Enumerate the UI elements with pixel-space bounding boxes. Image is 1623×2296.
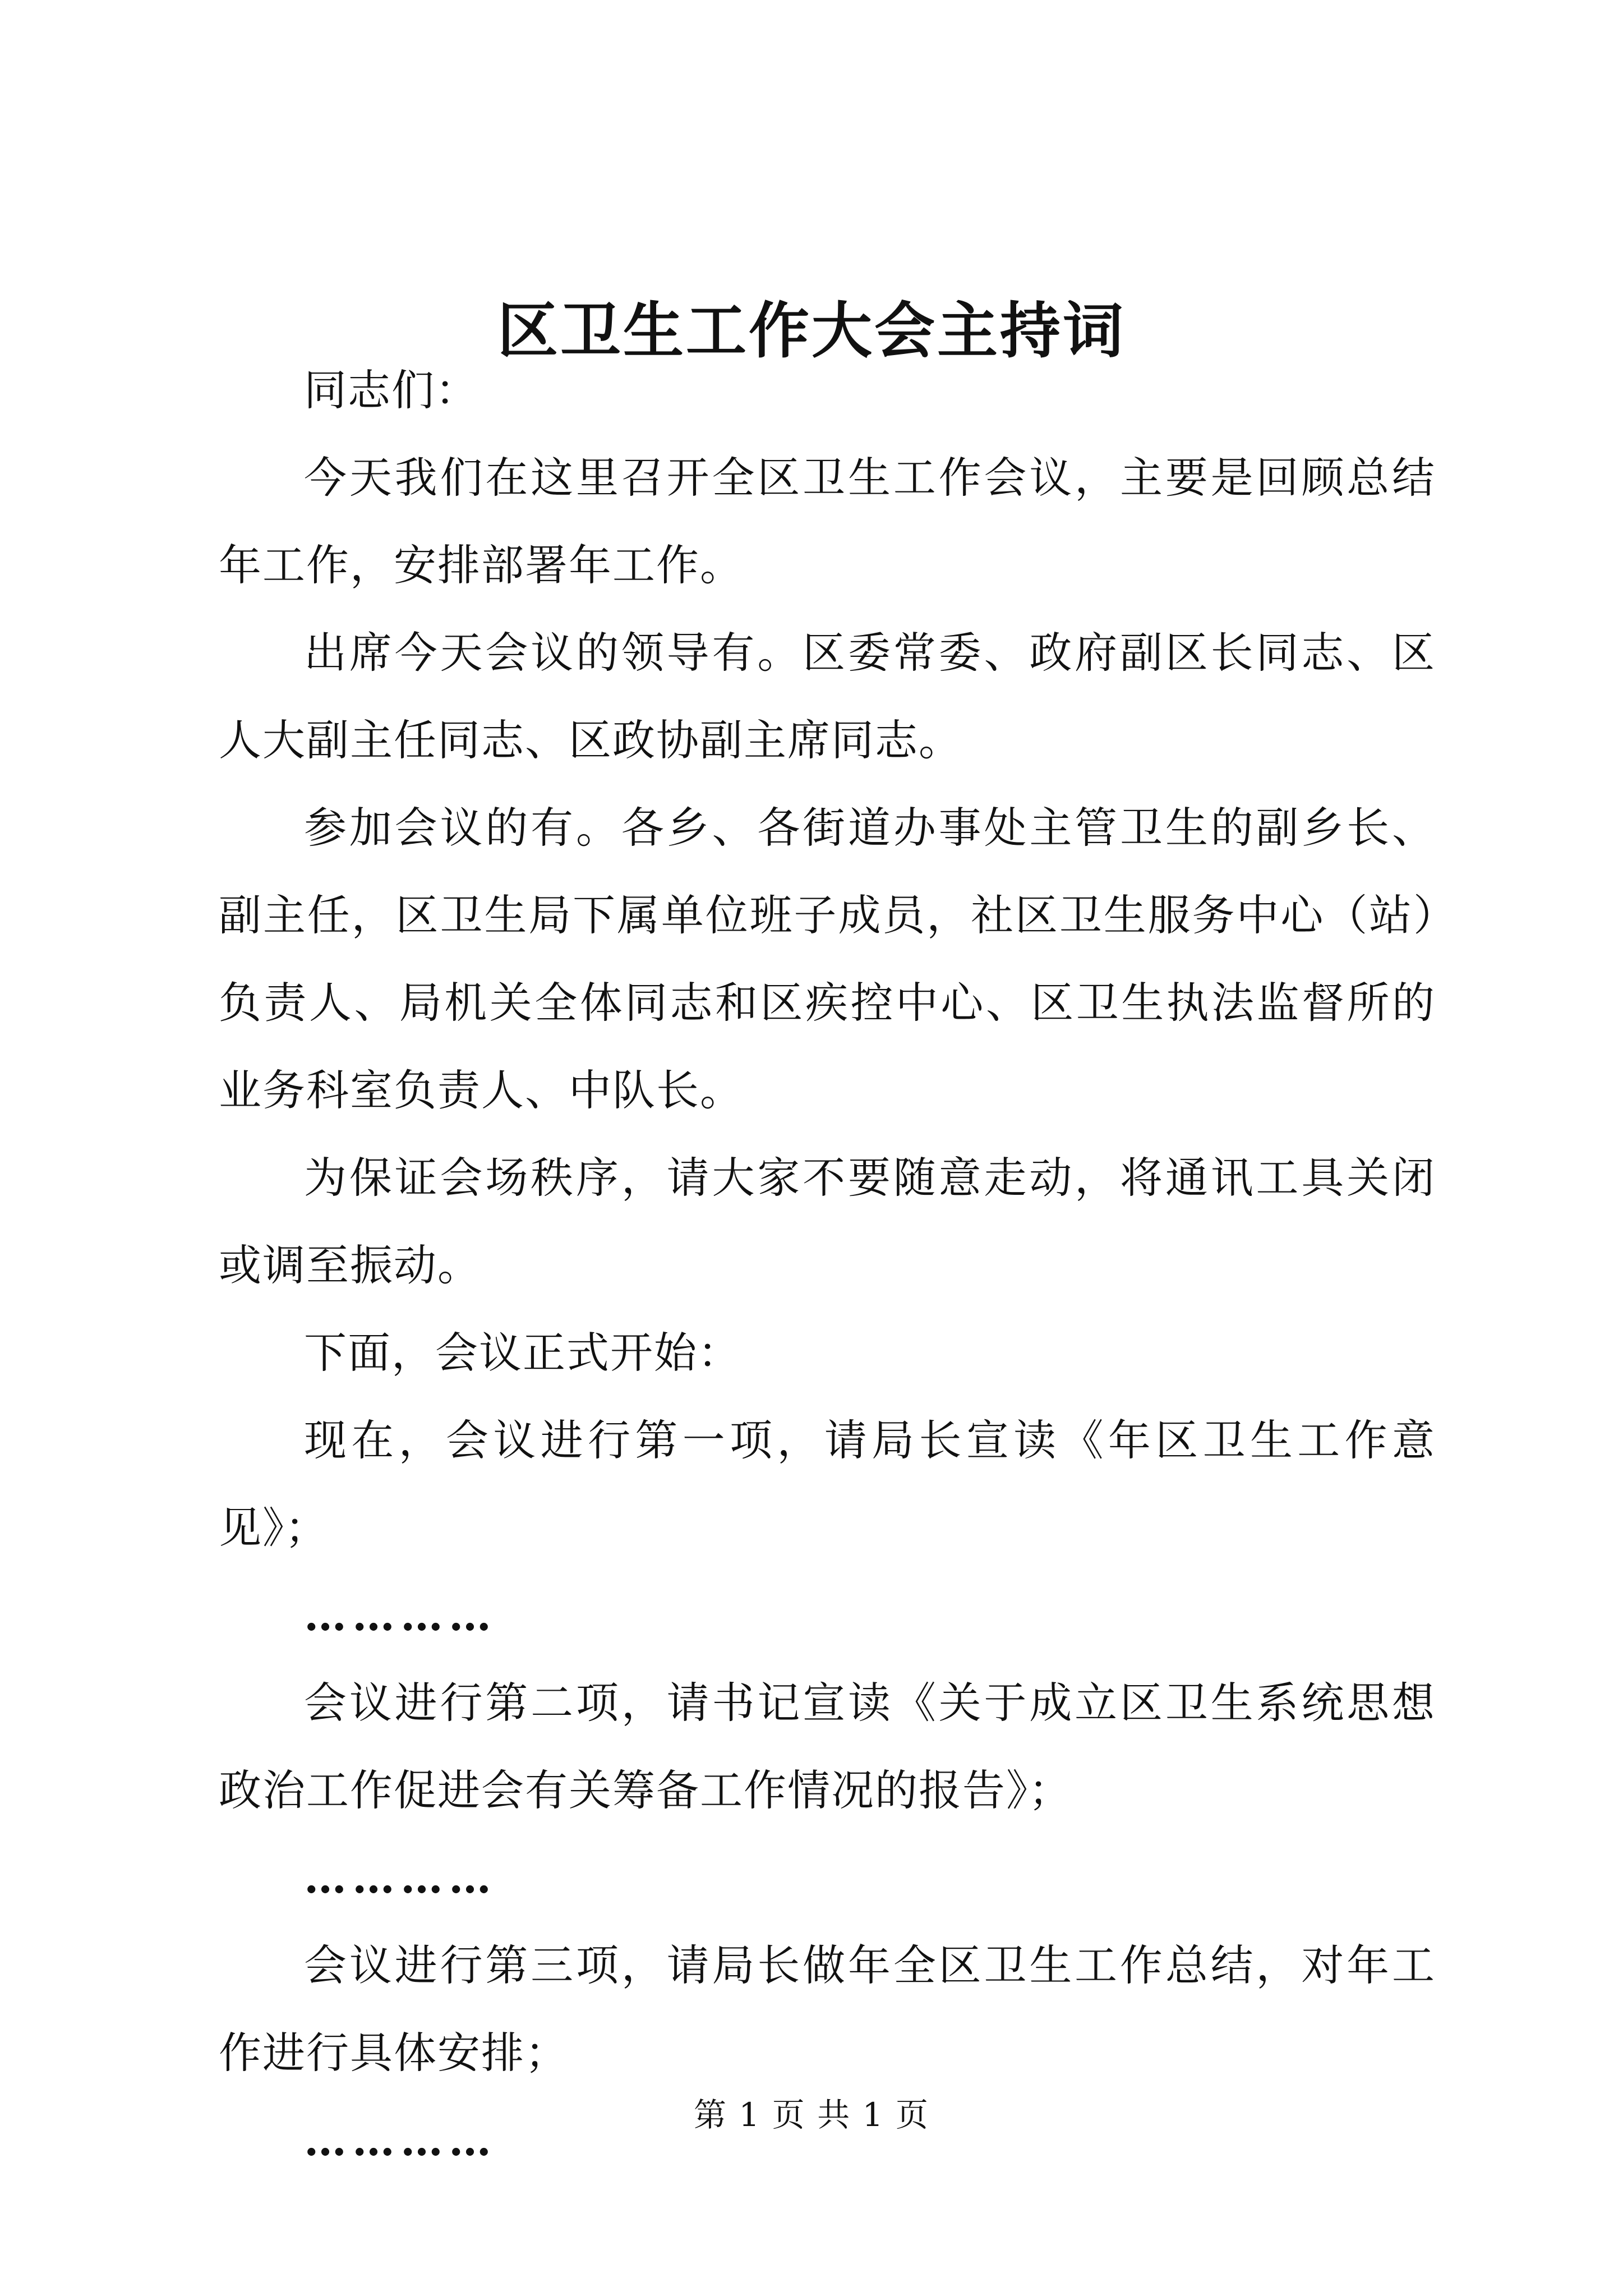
paragraph-leaders: 出席今天会议的领导有。区委常委、政府副区长同志、区人大副主任同志、区政协副主席同志。 [219,628,1436,765]
document-title: 区卫生工作大会主持词 [497,296,1126,366]
paragraph-greeting: 同志们： [304,365,479,415]
paragraph-order: 为保证会场秩序，请大家不要随意走动，将通讯工具关闭或调至振动。 [219,1153,1436,1290]
ellipsis-three: ………… [304,2115,497,2165]
paragraph-attendees: 参加会议的有。各乡、各街道办事处主管卫生的副乡长、副主任，区卫生局下属单位班子成员，社区卫生服务中心（站）负责人、局机关全体同志和区疾控中心、区卫生执法监督所的业务科室负责人、中队长。 [219,803,1436,1115]
paragraph-item-one: 现在，会议进行第一项，请局长宣读《年区卫生工作意见》； [219,1415,1436,1553]
document-body [219,347,1436,2184]
paragraph-start: 下面，会议正式开始： [304,1328,741,1378]
paragraph-item-three: 会议进行第三项，请局长做年全区卫生工作总结，对年工作进行具体安排； [219,1940,1436,2078]
ellipsis-two: ………… [304,1853,497,1903]
ellipsis-one: ………… [304,1590,497,1640]
page-footer: 第 1 页 共 1 页 [694,2096,929,2134]
paragraph-item-two: 会议进行第二项，请书记宣读《关于成立区卫生系统思想政治工作促进会有关筹备工作情况的报告》； [219,1678,1436,1815]
paragraph-purpose: 今天我们在这里召开全区卫生工作会议，主要是回顾总结年工作，安排部署年工作。 [219,453,1436,590]
